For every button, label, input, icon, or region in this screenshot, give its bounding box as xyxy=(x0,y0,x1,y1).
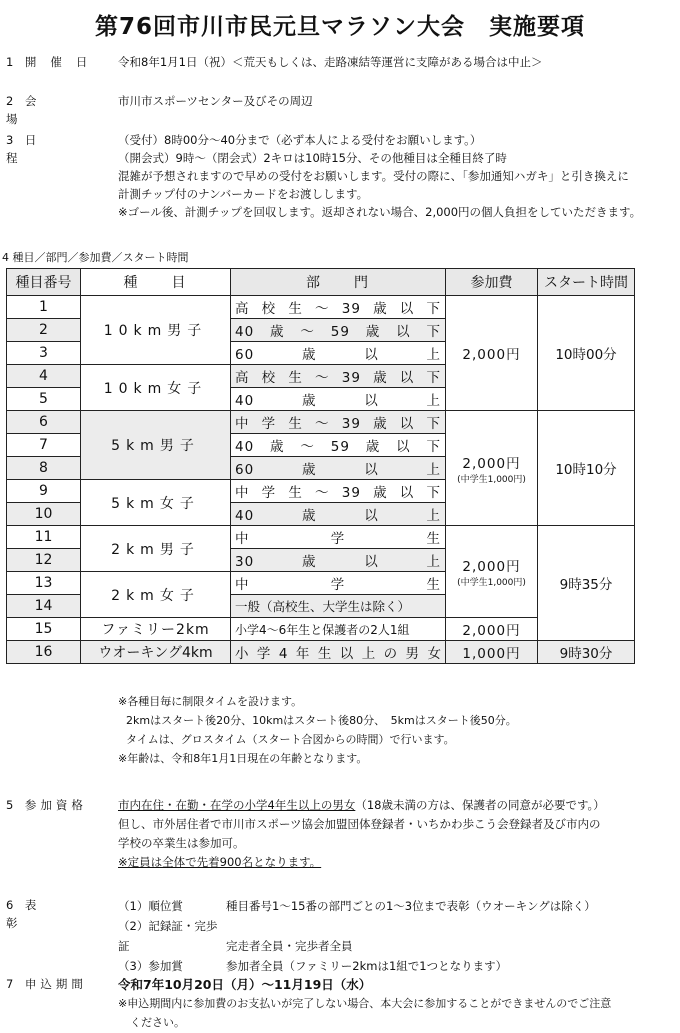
event-cell: 2km女子 xyxy=(81,572,231,618)
header-cell: 参加費 xyxy=(446,269,538,296)
table-row: 3 60歳以上 xyxy=(7,342,635,365)
table-row: 5 40歳以上 xyxy=(7,388,635,411)
table-row: 8 60歳以上 xyxy=(7,457,635,480)
table-row: 14 一般（高校生、大学生は除く） xyxy=(7,595,635,618)
award-item: （2）記録証・完歩証 完走者全員・完歩者全員 xyxy=(118,919,353,953)
document-page: 第76回市川市民元旦マラソン大会 実施要項 1 開催日 令和8年1月1日（祝）＜荒天もしくは、走路凍結等運営に支障がある場合は中止＞ 2 会場 市川市スポーツセンター及びその周辺 3 日程 （受付）8時00分～40分まで（必ず本人による受付をお願いします。） （開会式）9時～（閉会式）2キロは10時15分、その他種目は全種目終了時 混雑が予想されますので早めの受付をお願いします。受付の際に、「参加通知ハガキ」と引き換えに 計測チップ付のナンバーカードをお渡しします。 ※ゴール後、計測チップを回収します。返却されない場合、2,000円の個人負担をしていただきます。 4 種目／部門／参加費／スタート時間 種目番号 種 目 部 門 参加費 スタート時間 1 10km男子 高校生～39歳以下 2,000円 10時00分 2 40歳～59歳以下 3 60歳以上 4 10km女子 高校生～39歳以下 5 40歳以上 6 5km男子 中学生～39歳以下 2,000円 (中学生1,000円) 10時10分 7 40歳～59歳以下 8 60歳以上 9 5km女子 中学生～39歳以下 10 40歳以上 11 2km男子 中学生 2,000円 (中学生1,000円) 9時35分 12 30歳以上 13 2km女子 中学生 14 一般（高校生、大学生は除く） 15 ファミリー2km 小学4～6年生と保護者の2人1組 2,000円 16 ウオーキング4km 小学4年生以上の男女 1,000円 9時30分 ※各種目毎に制限タイムを設けます。 2kmはスタート後20分、10kmはスタート後80分、 5kmはスタート後50分。 タイムは、グロスタイム（スタート合図からの時間）で行います。 ※年齢は、令和8年1月1日現在の年齢となります。 5 参加資格 市内在住・在勤・在学の小学4年生以上の男女（18歳未満の方は、保護者の同意が必要です。） 但し、市外居住者で市川市スポーツ協会加盟団体登録者・いちかわ歩こう会登録者及び市内の 学校の卒業生は参加可。 ※定員は全体で先着900名となります。 6 表彰 （1）順位賞 種目番号1～15番の部門ごとの1～3位まで表彰（ウオーキングは除く） （2）記録証・完歩証 完走者全員・完歩者全員 （3）参加賞 参加者全員（ファミリー2kmは1組で1つとなります） 7 申込期間 令和7年10月20日（月）～11月19日（水） ※申込期間内に参加費のお支払いが完了しない場合、本大会に参加することができませんのでご注意 ください。 xyxy=(0,0,680,1033)
award-item: （3）参加賞 参加者全員（ファミリー2kmは1組で1つとなります） xyxy=(118,959,508,973)
schedule-line: （開会式）9時～（閉会式）2キロは10時15分、その他種目は全種目終了時 xyxy=(118,151,507,165)
time-cell: 10時10分 xyxy=(538,411,635,526)
page-title: 第76回市川市民元旦マラソン大会 実施要項 xyxy=(94,14,585,40)
section-label: 会場 xyxy=(6,94,77,126)
schedule-line: 計測チップ付のナンバーカードをお渡しします。 xyxy=(118,187,369,201)
table-row: 15 ファミリー2km 小学4～6年生と保護者の2人1組 2,000円 xyxy=(7,618,635,641)
event-cell: 10km男子 xyxy=(81,296,231,365)
table-row: 10 40歳以上 xyxy=(7,503,635,526)
time-cell: 9時30分 xyxy=(538,641,635,664)
event-cell: 10km女子 xyxy=(81,365,231,411)
award-item: （1）順位賞 種目番号1～15番の部門ごとの1～3位まで表彰（ウオーキングは除く） xyxy=(118,899,596,913)
schedule-line: 混雑が予想されますので早めの受付をお願いします。受付の際に、「参加通知ハガキ」と引き換えに xyxy=(118,169,629,183)
section-label: 日程 xyxy=(6,133,77,165)
fee-cell: 2,000円 xyxy=(446,296,538,411)
schedule-line: ※ゴール後、計測チップを回収します。返却されない場合、2,000円の個人負担をしていただきます。 xyxy=(118,205,642,219)
table-row: 2 40歳～59歳以下 xyxy=(7,319,635,342)
fee-cell: 2,000円 xyxy=(446,618,538,641)
event-cell: ファミリー2km xyxy=(81,618,231,641)
date-value: 令和8年1月1日（祝）＜荒天もしくは、走路凍結等運営に支障がある場合は中止＞ xyxy=(118,55,543,69)
table-notes: ※各種目毎に制限タイムを設けます。 2kmはスタート後20分、10kmはスタート後80分、 5kmはスタート後50分。 タイムは、グロスタイム（スタート合図からの時間）で行います。 ※年齢は、令和8年1月1日現在の年齢となります。 xyxy=(118,695,517,765)
table-row: 9 5km女子 中学生～39歳以下 xyxy=(7,480,635,503)
event-cell: 5km女子 xyxy=(81,480,231,526)
header-cell: 種 目 xyxy=(81,269,231,296)
table-row: 12 30歳以上 xyxy=(7,549,635,572)
fee-cell: 1,000円 xyxy=(446,641,538,664)
schedule-line: （受付）8時00分～40分まで（必ず本人による受付をお願いします。） xyxy=(118,133,482,147)
table-row: 16 ウオーキング4km 小学4年生以上の男女 1,000円 9時30分 xyxy=(7,641,635,664)
header-cell: 種目番号 xyxy=(7,269,81,296)
header-cell: スタート時間 xyxy=(538,269,635,296)
time-cell: 10時00分 xyxy=(538,296,635,411)
section-label: 申込期間 xyxy=(24,977,87,991)
fee-cell: 2,000円 (中学生1,000円) xyxy=(446,411,538,526)
table-row: 1 10km男子 高校生～39歳以下 2,000円 10時00分 xyxy=(7,296,635,319)
venue-value: 市川市スポーツセンター及びその周辺 xyxy=(118,94,313,108)
section-events-heading: 4 種目／部門／参加費／スタート時間 xyxy=(2,251,189,264)
events-table xyxy=(6,268,635,664)
event-cell: ウオーキング4km xyxy=(81,641,231,664)
fee-cell: 2,000円 (中学生1,000円) xyxy=(446,526,538,618)
section-label: 表彰 xyxy=(6,898,77,930)
section-label: 開催日 xyxy=(24,55,102,69)
application-period-value: 令和7年10月20日（月）～11月19日（水） xyxy=(118,977,372,992)
table-row: 4 10km女子 高校生～39歳以下 xyxy=(7,365,635,388)
time-cell: 9時35分 xyxy=(538,526,635,641)
header-cell: 部 門 xyxy=(231,269,446,296)
section-label: 参加資格 xyxy=(24,798,87,812)
table-row: 13 2km女子 中学生 xyxy=(7,572,635,595)
event-cell: 2km男子 xyxy=(81,526,231,572)
event-cell: 5km男子 xyxy=(81,411,231,480)
table-row: 6 5km男子 中学生～39歳以下 2,000円 (中学生1,000円) 10時10分 xyxy=(7,411,635,434)
table-header-row xyxy=(7,269,635,296)
table-row: 7 40歳～59歳以下 xyxy=(7,434,635,457)
table-row: 11 2km男子 中学生 2,000円 (中学生1,000円) 9時35分 xyxy=(7,526,635,549)
